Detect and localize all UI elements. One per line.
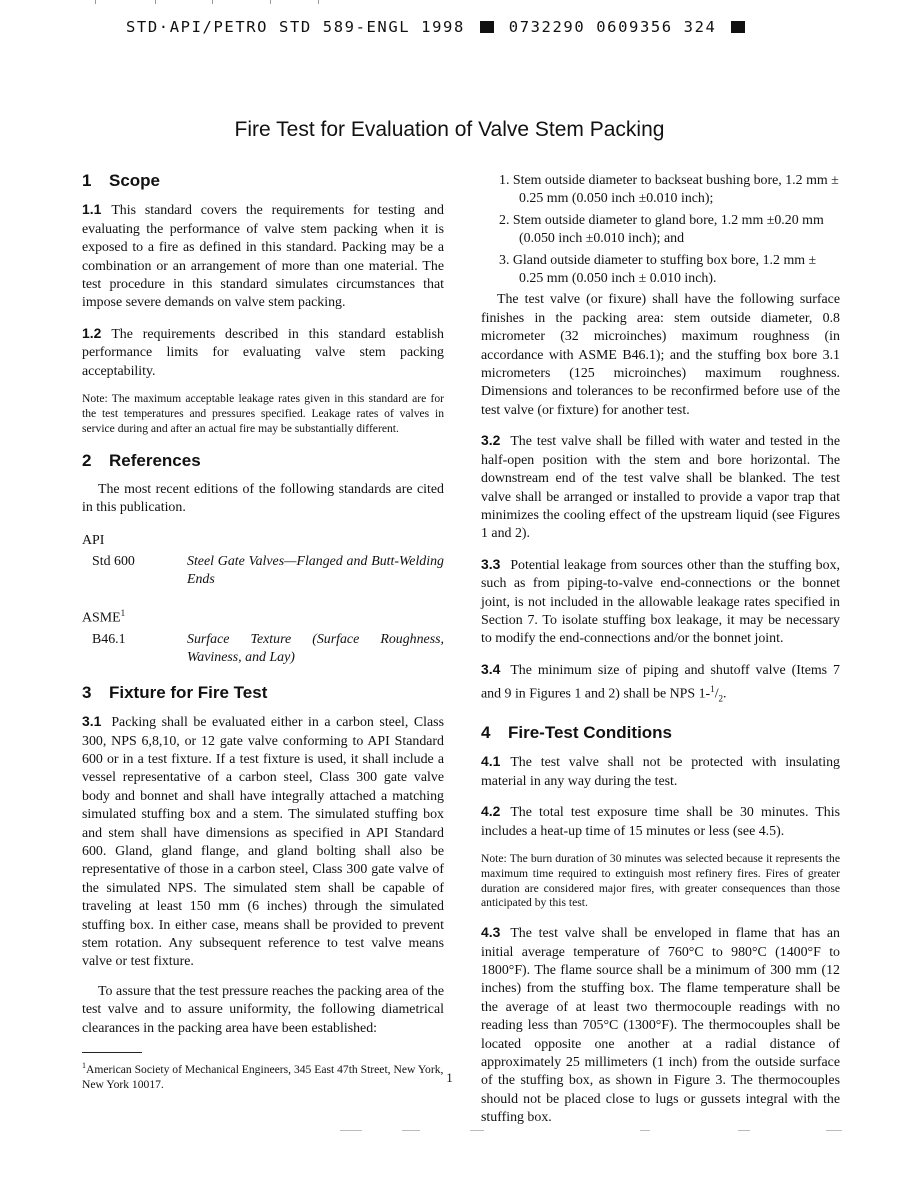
reference-code: Std 600 xyxy=(92,554,135,570)
header-code: 0732290 0609356 324 xyxy=(508,18,717,36)
paragraph-3-1c: The test valve (or fixure) shall have the following surface finishes in the packing area: stem outside diameter, 0.8 micrometer (32 microinches) maximum roughness (in accordance with ASME B46.1); and the stuffing box bore 3.1 micrometers (125 microinches) maximum roughness. Dimensions and tolerances to be reconfirmed before use of the test valve (or fixture) for another test. xyxy=(481,292,840,418)
scan-mark xyxy=(212,0,213,4)
paragraph-4-2: 4.2 The total test exposure time shall be 30 minutes. This includes a heat-up time of 15 minutes or less (see 4.5). xyxy=(481,803,840,839)
page-number: 1 xyxy=(446,1070,453,1085)
note-1: Note: The maximum acceptable leakage rates given in this standard are for the test temperatures and pressures specified. Leakage rates of valves in service during and after an actual fire may be substantially different. xyxy=(82,392,444,435)
paragraph-1-1: 1.1 This standard covers the requirements for testing and evaluating the performance of valve stem packing when it is exposed to a fire as defined in this standard. Packing may be a combination or an arrangement of more than one material. The test procedure in this standard simulates circumstances that impose severe demands on valve stem packing. xyxy=(82,201,444,311)
paragraph-3-3: 3.3 Potential leakage from sources other than the stuffing box, such as from piping-to-valve end-connections or the bonnet joint, is not included in the allowable leakage rates specified in Section 7. To isolate stuffing box leakage, it may be necessary to modify the end-connections and/or the bonnet joint. xyxy=(481,555,840,647)
barcode-block-2 xyxy=(731,21,745,33)
paragraph-3-1b: To assure that the test pressure reaches the packing area of the test valve and to assure uniformity, the following diametrical clearances in the packing area have been established: xyxy=(82,983,444,1036)
section-1-heading: 1 Scope xyxy=(82,171,161,190)
reference-code: B46.1 xyxy=(92,631,126,647)
paragraph-4-3: 4.3 The test valve shall be enveloped in flame that has an initial average temperature of 760°C to 980°C (1400°F to 1800°F). The flame source shall be a minimum of 300 mm (12 inches) from the stuffing box. The flame temperature shall be the average of at least two thermocouple readings with no reading less than 705°C (1300°F). The thermocouples shall be located opposite one another at a radial distance of approximately 25 millimeters (1 inch) from the outside surface of the stuffing box, as shown in Figure 3. The thermocouples should not be placed close to lugs or gussets integral with the stuffing box. xyxy=(481,924,840,1126)
list-item: 3. Gland outside diameter to stuffing box bore, 1.2 mm ± 0.25 mm (0.050 inch ± 0.010 inch). xyxy=(499,252,817,287)
header-id: STD·API/PETRO STD 589-ENGL 1998 xyxy=(126,18,465,36)
reference-title: Steel Gate Valves—Flanged and Butt-Welding Ends xyxy=(187,554,444,588)
paragraph-3-2: 3.2 The test valve shall be filled with water and tested in the half-open position with the stem and bore horizontal. The downstream end of the test valve shall be blanked. The test valve shall be arranged or installed to provide a vapor trap that minimizes the cooling effect of the upstream liquid (see Figures 1 and 2). xyxy=(481,432,840,542)
reference-org-api: API xyxy=(82,532,105,548)
section-2-heading: 2 References xyxy=(82,451,201,471)
note-4: Note: The burn duration of 30 minutes was selected because it represents the maximum time required to extinguish most refinery fires. Fires of greater duration are considered major fires, with greater consequences than those anticipated by this test. xyxy=(481,852,840,910)
paragraph-3-1: 3.1 Packing shall be evaluated either in a carbon steel, Class 300, NPS 6,8,10, or 12 gate valve conforming to API Standard 600 or in a test fixture. If a test fixture is used, it shall include a vessel representative of a carbon steel, Class 300 gate valve body and bonnet and shall have integrally attached a matching simulated stuffing box and a stem. The simulated stuffing box and stem shall have dimensions as specified in API Standard 600. Gland, gland flange, and gland bolting shall also be representative of those in a carbon steel, Class 300 gate valve of the simulated NPS. The simulated stem shall be capable of traveling at least 150 mm (6 inches) through the simulated stuffing box. In either case, means shall be provided to prevent stem rotation. Any subsequent reference to test valve means valve or test fixture. xyxy=(82,713,444,970)
paragraph-1-2: 1.2 The requirements described in this standard establish performance limits for evaluating valve stem packing acceptability. xyxy=(82,324,444,379)
paragraph-3-4: 3.4 The minimum size of piping and shutoff valve (Items 7 and 9 in Figures 1 and 2) shall be NPS $1-^1/_2$. xyxy=(481,660,840,704)
scan-mark xyxy=(340,1130,362,1131)
paragraph-4-1: 4.1 The test valve shall not be protected with insulating material in any way during the test. xyxy=(481,753,840,789)
reference-row xyxy=(82,631,444,668)
list-item: 2. Stem outside diameter to gland bore, 1.2 mm ±0.20 mm (0.050 inch ±0.010 inch); and xyxy=(499,212,824,247)
scan-mark xyxy=(270,0,271,4)
reference-title: Surface Texture (Surface Roughness, Waviness, and Lay) xyxy=(187,631,444,666)
clearance-list xyxy=(481,172,840,288)
reference-org-asme: ASME$^1$ xyxy=(82,607,126,626)
barcode-block-1 xyxy=(480,21,494,33)
scan-mark xyxy=(318,0,319,4)
reference-row xyxy=(82,553,444,590)
scan-mark xyxy=(402,1130,420,1131)
footnote: $^1$American Society of Mechanical Engineers, 345 East 47th Street, New York, New York 10017. xyxy=(82,1061,444,1091)
left-column xyxy=(82,172,444,1092)
list-item: 1. Stem outside diameter to backseat bushing bore, 1.2 mm ± 0.25 mm (0.050 inch ±0.010 inch); xyxy=(499,173,839,207)
section-3-heading: 3 Fixture for Fire Test xyxy=(82,682,268,702)
scan-mark xyxy=(155,0,156,4)
page-title: Fire Test for Evaluation of Valve Stem Packing xyxy=(234,118,665,141)
scan-mark xyxy=(95,0,96,4)
references-intro: The most recent editions of the following standards are cited in this publication. xyxy=(82,481,444,516)
section-4-heading: 4 Fire-Test Conditions xyxy=(481,722,673,742)
right-column xyxy=(481,172,840,1139)
document-header xyxy=(126,18,786,36)
footnote-rule xyxy=(82,1052,142,1053)
